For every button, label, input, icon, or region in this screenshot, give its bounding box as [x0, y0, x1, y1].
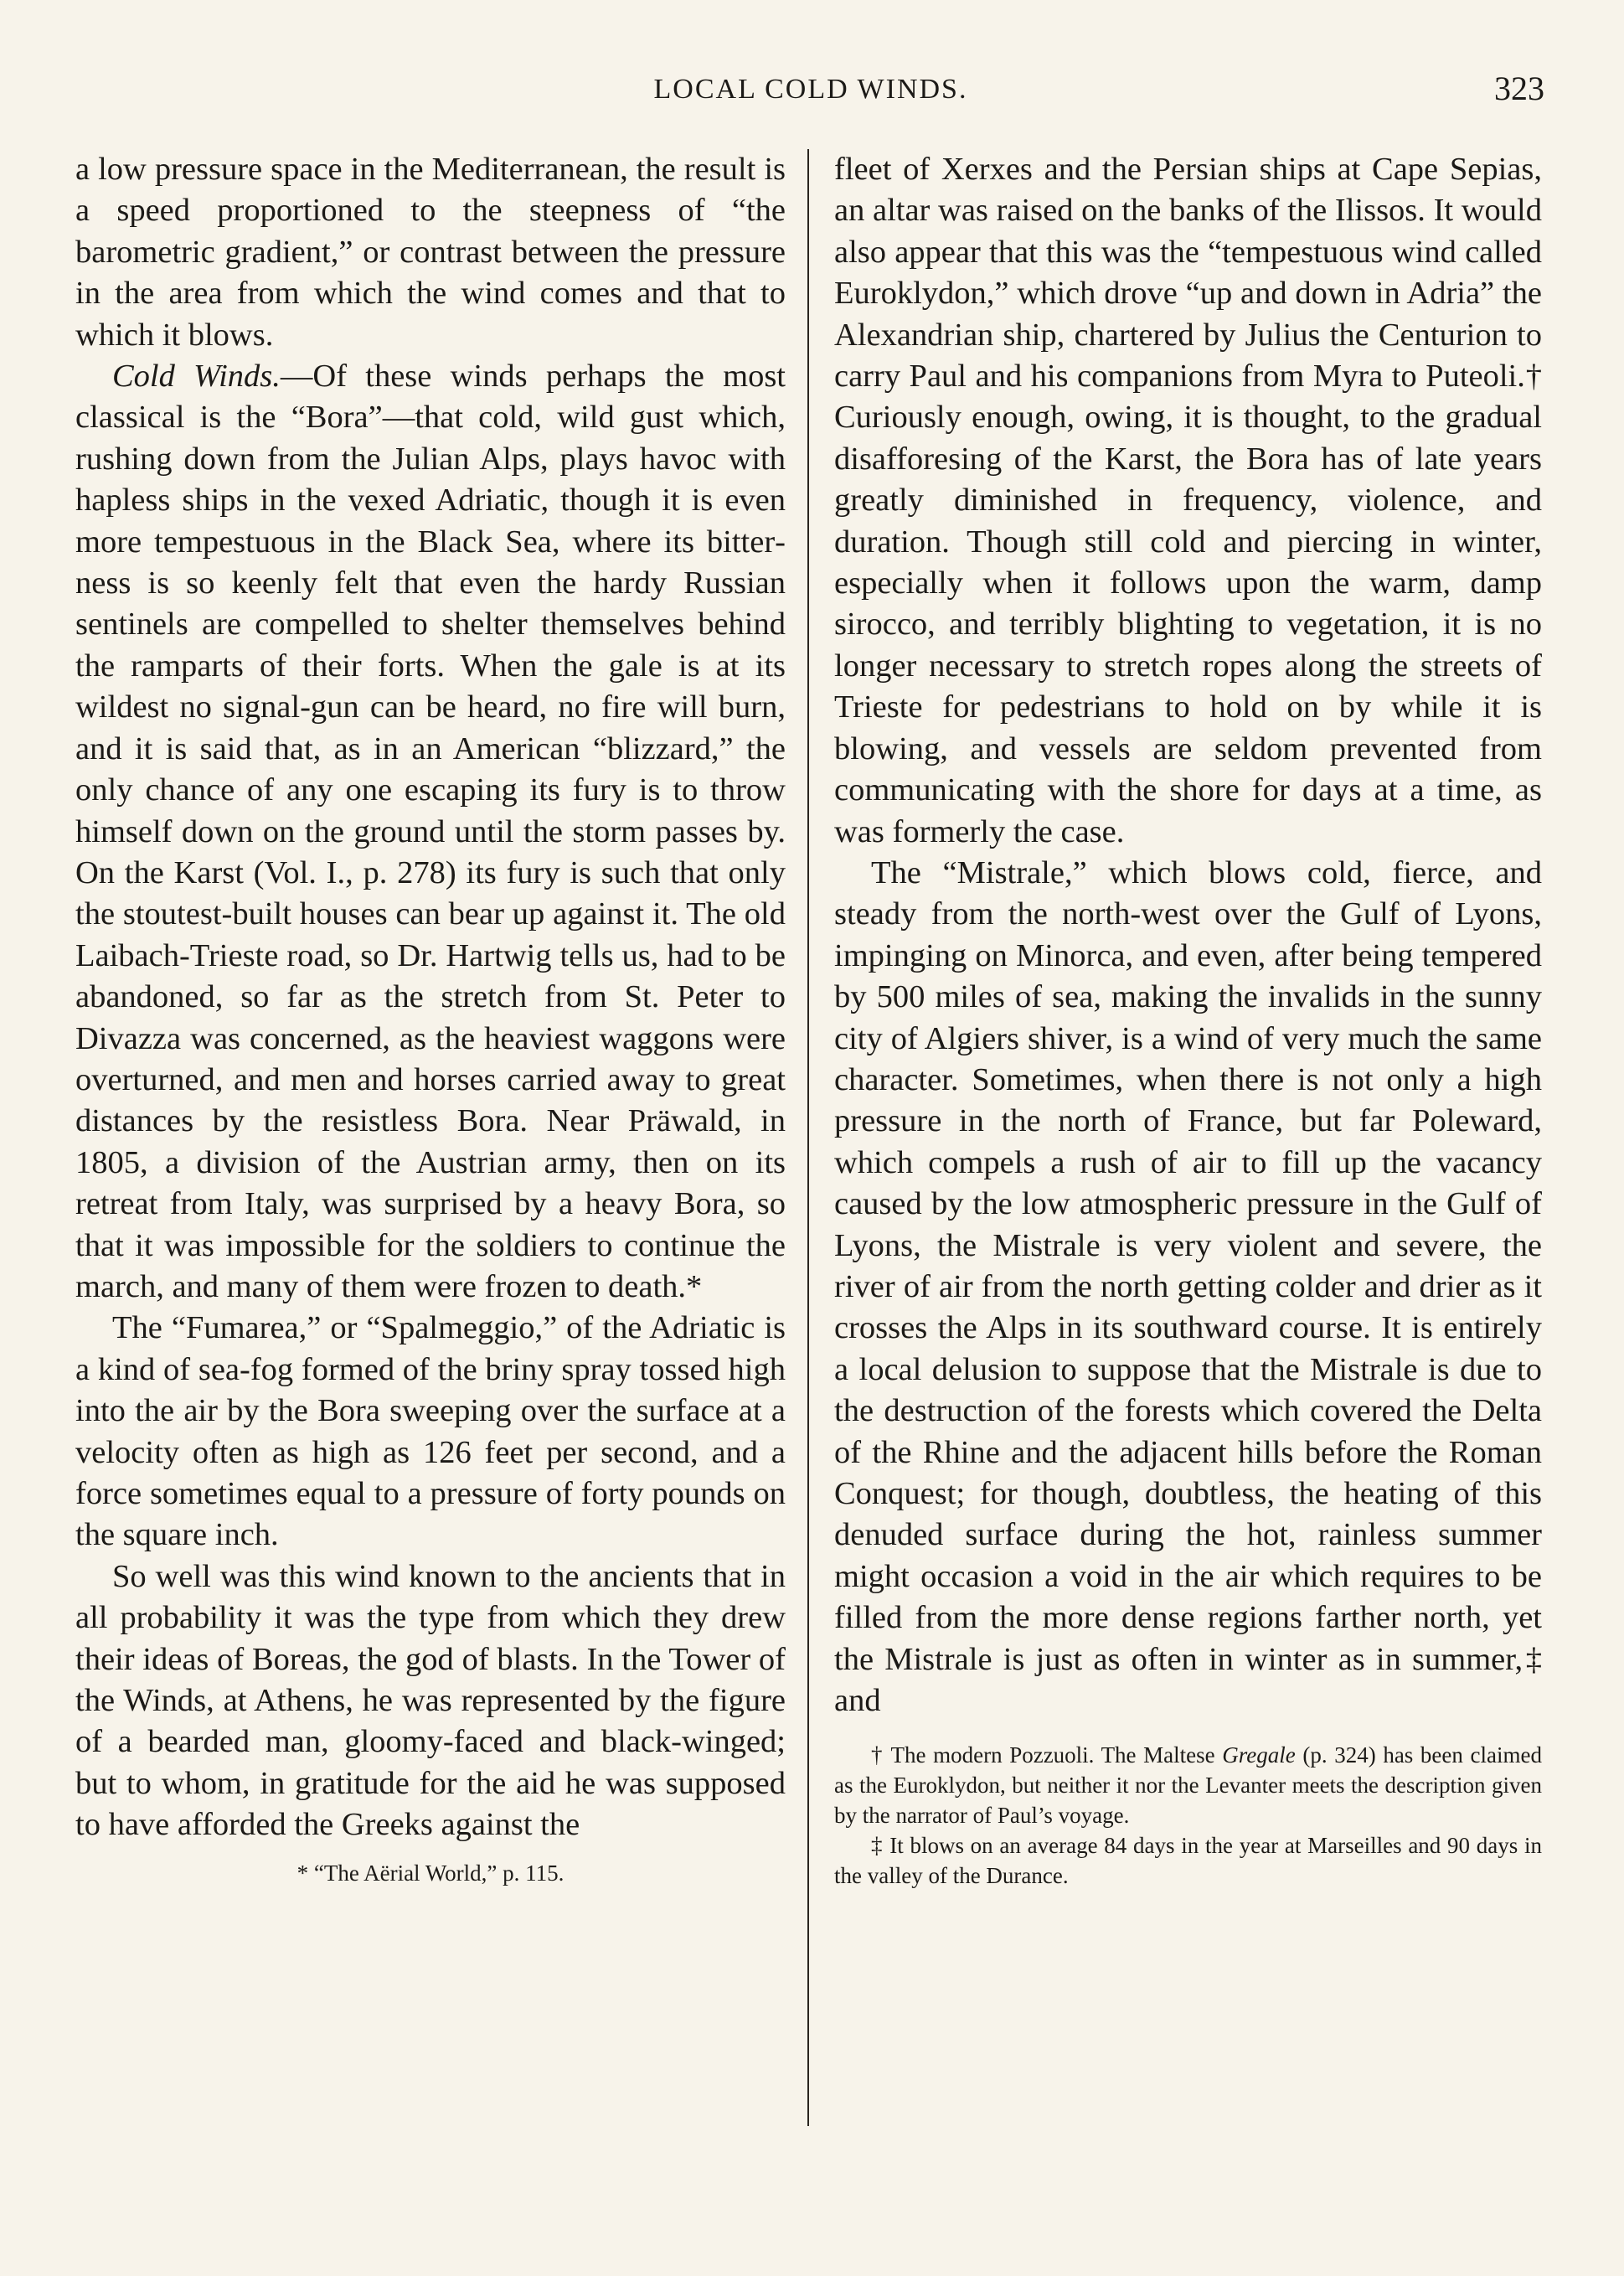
- page-number: 323: [1494, 70, 1544, 107]
- paragraph-xerxes: fleet of Xerxes and the Persian ships at Cape Sepias, an altar was raised on the banks of the Ilissos. It would also appear that this was the “tempestuous wind called Euroklydon,” which drove “up and down in Adria” the Alexandrian ship, chartered by Julius the Centurion to carry Paul and his companions from Myra to Puteoli.† Curiously enough, owing, it is thought, to the gradual disafforesing of the Karst, the Bora has of late years greatly diminished in frequency, violence, and duration. Though still cold and piercing in winter, especially when it follows upon the warm, damp sirocco, and terribly blighting to vegetation, it is no longer necessary to stretch ropes along the streets of Trieste for pedestrians to hold on by while it is blowing, and vessels are seldom prevented from communicating with the shore for days at a time, as was formerly the case.: [834, 152, 1542, 849]
- left-column: [75, 149, 786, 1911]
- right-column: [834, 149, 1542, 1891]
- footnote-aerial-world: * “The Aërial World,” p. 115.: [296, 1860, 565, 1886]
- footnote-gregale: Gregale: [1222, 1742, 1296, 1768]
- paragraph-cold-winds: [75, 356, 786, 1308]
- section-heading-cold-winds: Cold Winds.: [112, 359, 281, 395]
- footnote-marseilles: ‡ It blows on an average 84 days in the year at Marseilles and 90 days in the valley of the Durance.: [834, 1833, 1542, 1889]
- column-divider: [807, 149, 809, 2126]
- footnote-pozzuoli: † The modern Pozzuoli. The Maltese Gregale (p. 324) has been claimed as the Euroklydon, but neither it nor the Levanter meets the description given by the narrator of Paul’s voyage.: [834, 1742, 1542, 1829]
- paragraph-boreas: So well was this wind known to the ancients that in all probability it was the type from which they drew their ideas of Boreas, the god of blasts. In the Tower of the Winds, at Athens, he was represented by the figure of a bearded man, gloomy-faced and black-winged; but to whom, in gratitude for the aid he was supposed to have afforded the Greeks against the: [75, 1558, 786, 1843]
- paragraph-cold-winds-text: —Of these winds perhaps the most classical is the “Bora”—that cold, wild gust which, rushing down from the Julian Alps, plays havoc with hapless ships in the vexed Adriatic, though it is even more tempestuous in the Black Sea, where its bitterness is so keenly felt that even the hardy Russian sentinels are compelled to shelter themselves behind the ramparts of their forts. When the gale is at its wildest no signal-gun can be heard, no fire will burn, and it is said that, as in an American “blizzard,” the only chance of any one escaping its fury is to throw himself down on the ground until the storm passes by. On the Karst (Vol. I., p. 278) its fury is such that only the stoutest-built houses can bear up against it. The old Laibach-Trieste road, so Dr. Hartwig tells us, had to be abandoned, so far as the stretch from St. Peter to Divazza was concerned, as the heaviest waggons were overturned, and men and horses carried away to great distances by the resistless Bora. Near Präwald, in 1805, a division of the Austrian army, then on its retreat from Italy, was surprised by a heavy Bora, so that it was impossible for the soldiers to continue the march, and many of them were frozen to death.*: [75, 359, 786, 1304]
- paragraph-fumarea: The “Fumarea,” or “Spalmeggio,” of the Adriatic is a kind of sea-fog formed of the briny spray tossed high into the air by the Bora sweeping over the surface at a velocity often as high as 126 feet per second, and a force sometimes equal to a pressure of forty pounds on the square inch.: [75, 1310, 786, 1553]
- paragraph-mistrale: The “Mistrale,” which blows cold, fierce, and steady from the north-west over the Gulf of Lyons, impinging on Minorca, and even, after being tempered by 500 miles of sea, making the invalids in the sunny city of Algiers shiver, is a wind of very much the same character. Sometimes, when there is not only a high pressure in the north of France, but far Poleward, which compels a rush of air to fill up the vacancy caused by the low atmospheric pressure in the Gulf of Lyons, the Mistrale is very violent and severe, the river of air from the north getting colder and drier as it crosses the Alps in its southward course. It is entirely a local delusion to suppose that the Mistrale is due to the destruction of the forests which covered the Delta of the Rhine and the adjacent hills before the Roman Conquest; for though, doubtless, the heating of this denuded surface during the hot, rainless summer might occasion a void in the air which requires to be filled from the more dense regions farther north, yet the Mistrale is just as often in winter as in summer,‡ and: [834, 854, 1542, 1719]
- footnotes: [834, 1740, 1542, 1891]
- paragraph-low-pressure: a low pressure space in the Mediterranean, the result is a speed proportioned to the steepness of “the barometric gradient,” or contrast between the pressure in the area from which the wind comes and that to which it blows.: [75, 152, 786, 353]
- running-title: LOCAL COLD WINDS.: [653, 74, 968, 105]
- page-header: [77, 70, 1544, 116]
